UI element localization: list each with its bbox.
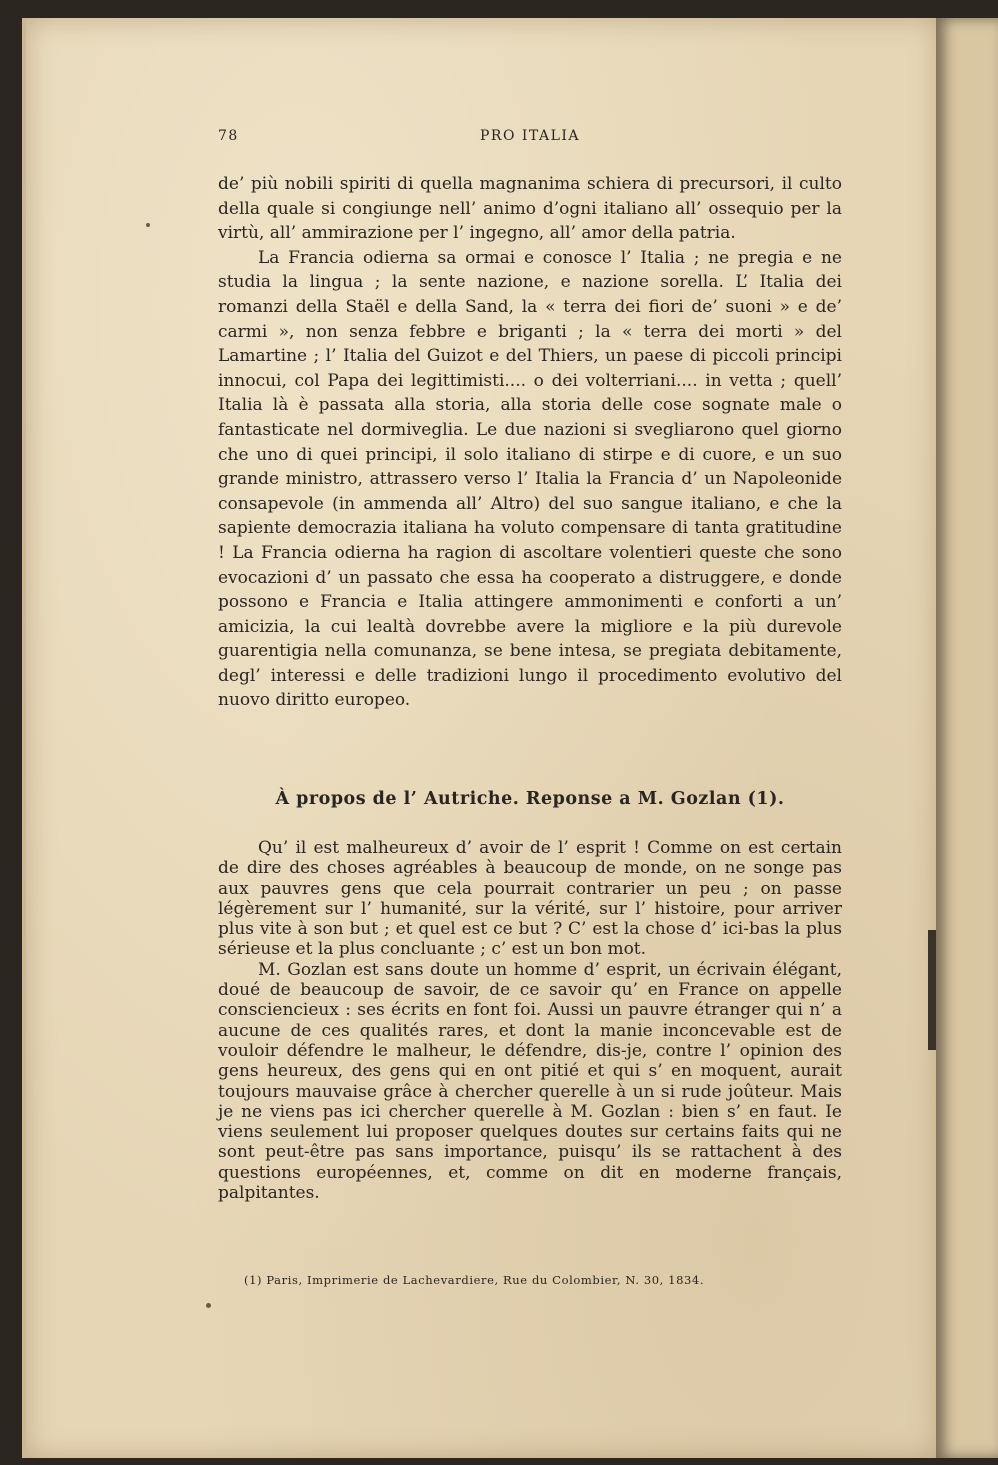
article-heading: À propos de l’ Autriche. Reponse a M. Gozlan (1). [275,789,785,809]
paragraph: Qu’ il est malheureux d’ avoir de l’ esprit ! Comme on est certain de dire des choses agréables à beaucoup de monde, on ne songe pas aux pauvres gens que cela pourrait contrarier un peu ; on passe légèrement sur l’ humanité, sur la vérité, sur l’ histoire, pour arriver plus vite à son but ; et quel est ce but ? C’ est la chose d’ ici-bas la plus sérieuse et la plus concluante ; c’ est un bon mot. [218,838,842,960]
page-number: 78 [218,128,239,144]
italian-text-block [218,172,842,713]
paragraph: M. Gozlan est sans doute un homme d’ esprit, un écrivain élégant, doué de beaucoup de savoir, de ce savoir qu’ en France on appelle consciencieux : ses écrits en font foi. Aussi un pauvre étranger qui n’ a aucune de ces qualités rares, et dont la manie inconcevable est de vouloir défendre le malheur, le défendre, dis-je, contre l’ opinion des gens heureux, des gens qui en ont pitié et qui s’ en moquent, aurait toujours mauvaise grâce à chercher querelle à un si rude joûteur. Mais je ne viens pas ici chercher querelle à M. Gozlan : bien s’ en faut. Ie viens seulement lui proposer quelques doutes sur certains faits qui ne sont peut-être pas sans importance, puisqu’ ils se rattachent à des questions européennes, et, comme on dit en moderne français, palpitantes. [218,959,842,1204]
paper-speck [146,223,150,227]
running-title: PRO ITALIA [480,128,581,144]
paragraph-continuation: de’ più nobili spiriti di quella magnanima schiera di precursori, il culto della quale si congiunge nell’ animo d’ogni italiano all’ ossequio per la virtù, all’ ammirazione per l’ ingegno, all’ amor della patria. [218,174,842,244]
adjacent-page-edge [936,18,998,1458]
paragraph: La Francia odierna sa ormai e conosce l’ Italia ; ne pregia e ne studia la lingua ; la sente nazione, e nazione sorella. L’ Italia dei romanzi della Staël e della Sand, la « terra dei fiori de’ suoni » e de’ carmi », non senza febbre e briganti ; la « terra dei morti » del Lamartine ; l’ Italia del Guizot e del Thiers, un paese di piccoli principi innocui, col Papa dei legittimisti.... o dei volterriani.... in vetta ; quell’ Italia là è passata alla storia, alla storia delle cose sognate male o fantasticate nel dormiveglia. Le due nazioni si svegliarono quel giorno che uno di quei principi, il solo italiano di stirpe e di cuore, e un suo grande ministro, attrassero verso l’ Italia la Francia d’ un Napoleonide consapevole (in ammenda all’ Altro) del suo sangue italiano, e che la sapiente democrazia italiana ha voluto compensare di tanta gratitudine ! La Francia odierna ha ragion di ascoltare volentieri queste che sono evocazioni d’ un passato che essa ha cooperato a distruggere, e donde possono e Francia e Italia attingere ammonimenti e conforti a un’ amicizia, la cui lealtà dovrebbe avere la migliore e la più durevole guarentigia nella comunanza, se bene intesa, se pregiata debitamente, degl’ interessi e delle tradizioni lungo il procedimento evolutivo del nuovo diritto europeo. [218,247,842,711]
french-text-block [218,838,842,1203]
running-head [218,128,842,150]
paper-speck [206,1303,211,1308]
binding-shadow [928,930,936,1050]
footnote: (1) Paris, Imprimerie de Lachevardiere, Rue du Colombier, N. 30, 1834. [244,1273,705,1287]
